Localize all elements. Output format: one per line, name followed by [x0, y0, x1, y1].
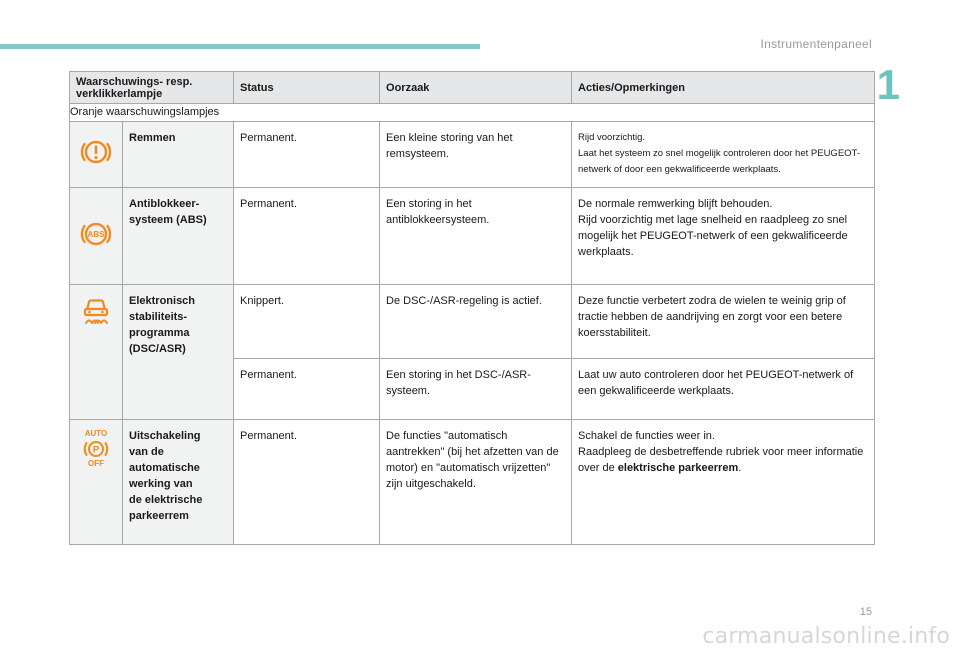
header-accent-bar — [0, 44, 480, 49]
svg-text:ABS: ABS — [87, 229, 105, 239]
cause-cell: De functies "automatisch aantrekken" (bij het afzetten van de motor) en "automatisch vrijzetten" zijn uitgeschakeld. — [380, 420, 572, 545]
lamp-icon-cell — [70, 285, 123, 420]
warning-lamps-table — [69, 71, 875, 545]
abs-warning-icon — [79, 217, 113, 251]
brake-warning-icon — [79, 135, 113, 169]
chapter-number: 1 — [876, 61, 900, 108]
column-header-lamp: Waarschuwings- resp. verklikkerlampje — [70, 72, 234, 104]
status-cell: Permanent. — [234, 359, 380, 420]
status-cell: Permanent. — [234, 188, 380, 285]
icon-text-mid: P — [92, 444, 100, 456]
lamp-name: Uitschakeling van de automatische werking van de elektrische parkeerrem — [123, 420, 234, 545]
table-header-row — [70, 72, 875, 104]
lamp-icon-cell — [70, 122, 123, 188]
status-cell: Permanent. — [234, 420, 380, 545]
action-cell: Rijd voorzichtig. Laat het systeem zo snel mogelijk controleren door het PEUGEOT-netwerk of door een gekwalificeerde werkplaats. — [572, 122, 875, 188]
table-row — [70, 285, 875, 359]
lamp-icon-cell — [70, 188, 123, 285]
column-header-actions: Acties/Opmerkingen — [572, 72, 875, 104]
column-header-status: Status — [234, 72, 380, 104]
icon-text-top: AUTO — [84, 429, 108, 438]
table-row — [70, 122, 875, 188]
stability-control-icon — [79, 293, 113, 327]
lamp-name: Remmen — [123, 122, 234, 188]
table-row — [70, 420, 875, 545]
lamp-icon-cell — [70, 420, 123, 545]
action-cell: Schakel de functies weer in. Raadpleeg de desbetreffende rubriek voor meer informatie over de elektrische parkeerrem. — [572, 420, 875, 545]
status-cell: Permanent. — [234, 122, 380, 188]
page-number: 15 — [859, 606, 872, 618]
group-row — [70, 104, 875, 122]
bold-term: elektrische parkeerrem — [617, 462, 739, 474]
lamp-name: Antiblokkeer- systeem (ABS) — [123, 188, 234, 285]
lamp-name: Elektronisch stabiliteits- programma (DSC/ASR) — [123, 285, 234, 420]
action-cell: De normale remwerking blijft behouden. Rijd voorzichtig met lage snelheid en raadpleeg zo snel mogelijk het PEUGEOT-netwerk of een gekwalificeerde werkplaats. — [572, 188, 875, 285]
section-title: Instrumentenpaneel — [760, 37, 872, 51]
watermark: carmanualsonline.info — [702, 624, 950, 649]
action-cell: Laat uw auto controleren door het PEUGEOT-netwerk of een gekwalificeerde werkplaats. — [572, 359, 875, 420]
icon-text-bottom: OFF — [88, 459, 104, 468]
cause-cell: Een kleine storing van het remsysteem. — [380, 122, 572, 188]
action-cell: Deze functie verbetert zodra de wielen te weinig grip of tractie hebben de aandrijving en zorgt voor een betere koersstabiliteit. — [572, 285, 875, 359]
status-cell: Knippert. — [234, 285, 380, 359]
cause-cell: De DSC-/ASR-regeling is actief. — [380, 285, 572, 359]
group-label: Oranje waarschuwingslampjes — [70, 104, 875, 122]
table-row — [70, 188, 875, 285]
cause-cell: Een storing in het DSC-/ASR- systeem. — [380, 359, 572, 420]
auto-park-brake-off-icon — [79, 428, 113, 468]
cause-cell: Een storing in het antiblokkeersysteem. — [380, 188, 572, 285]
column-header-cause: Oorzaak — [380, 72, 572, 104]
